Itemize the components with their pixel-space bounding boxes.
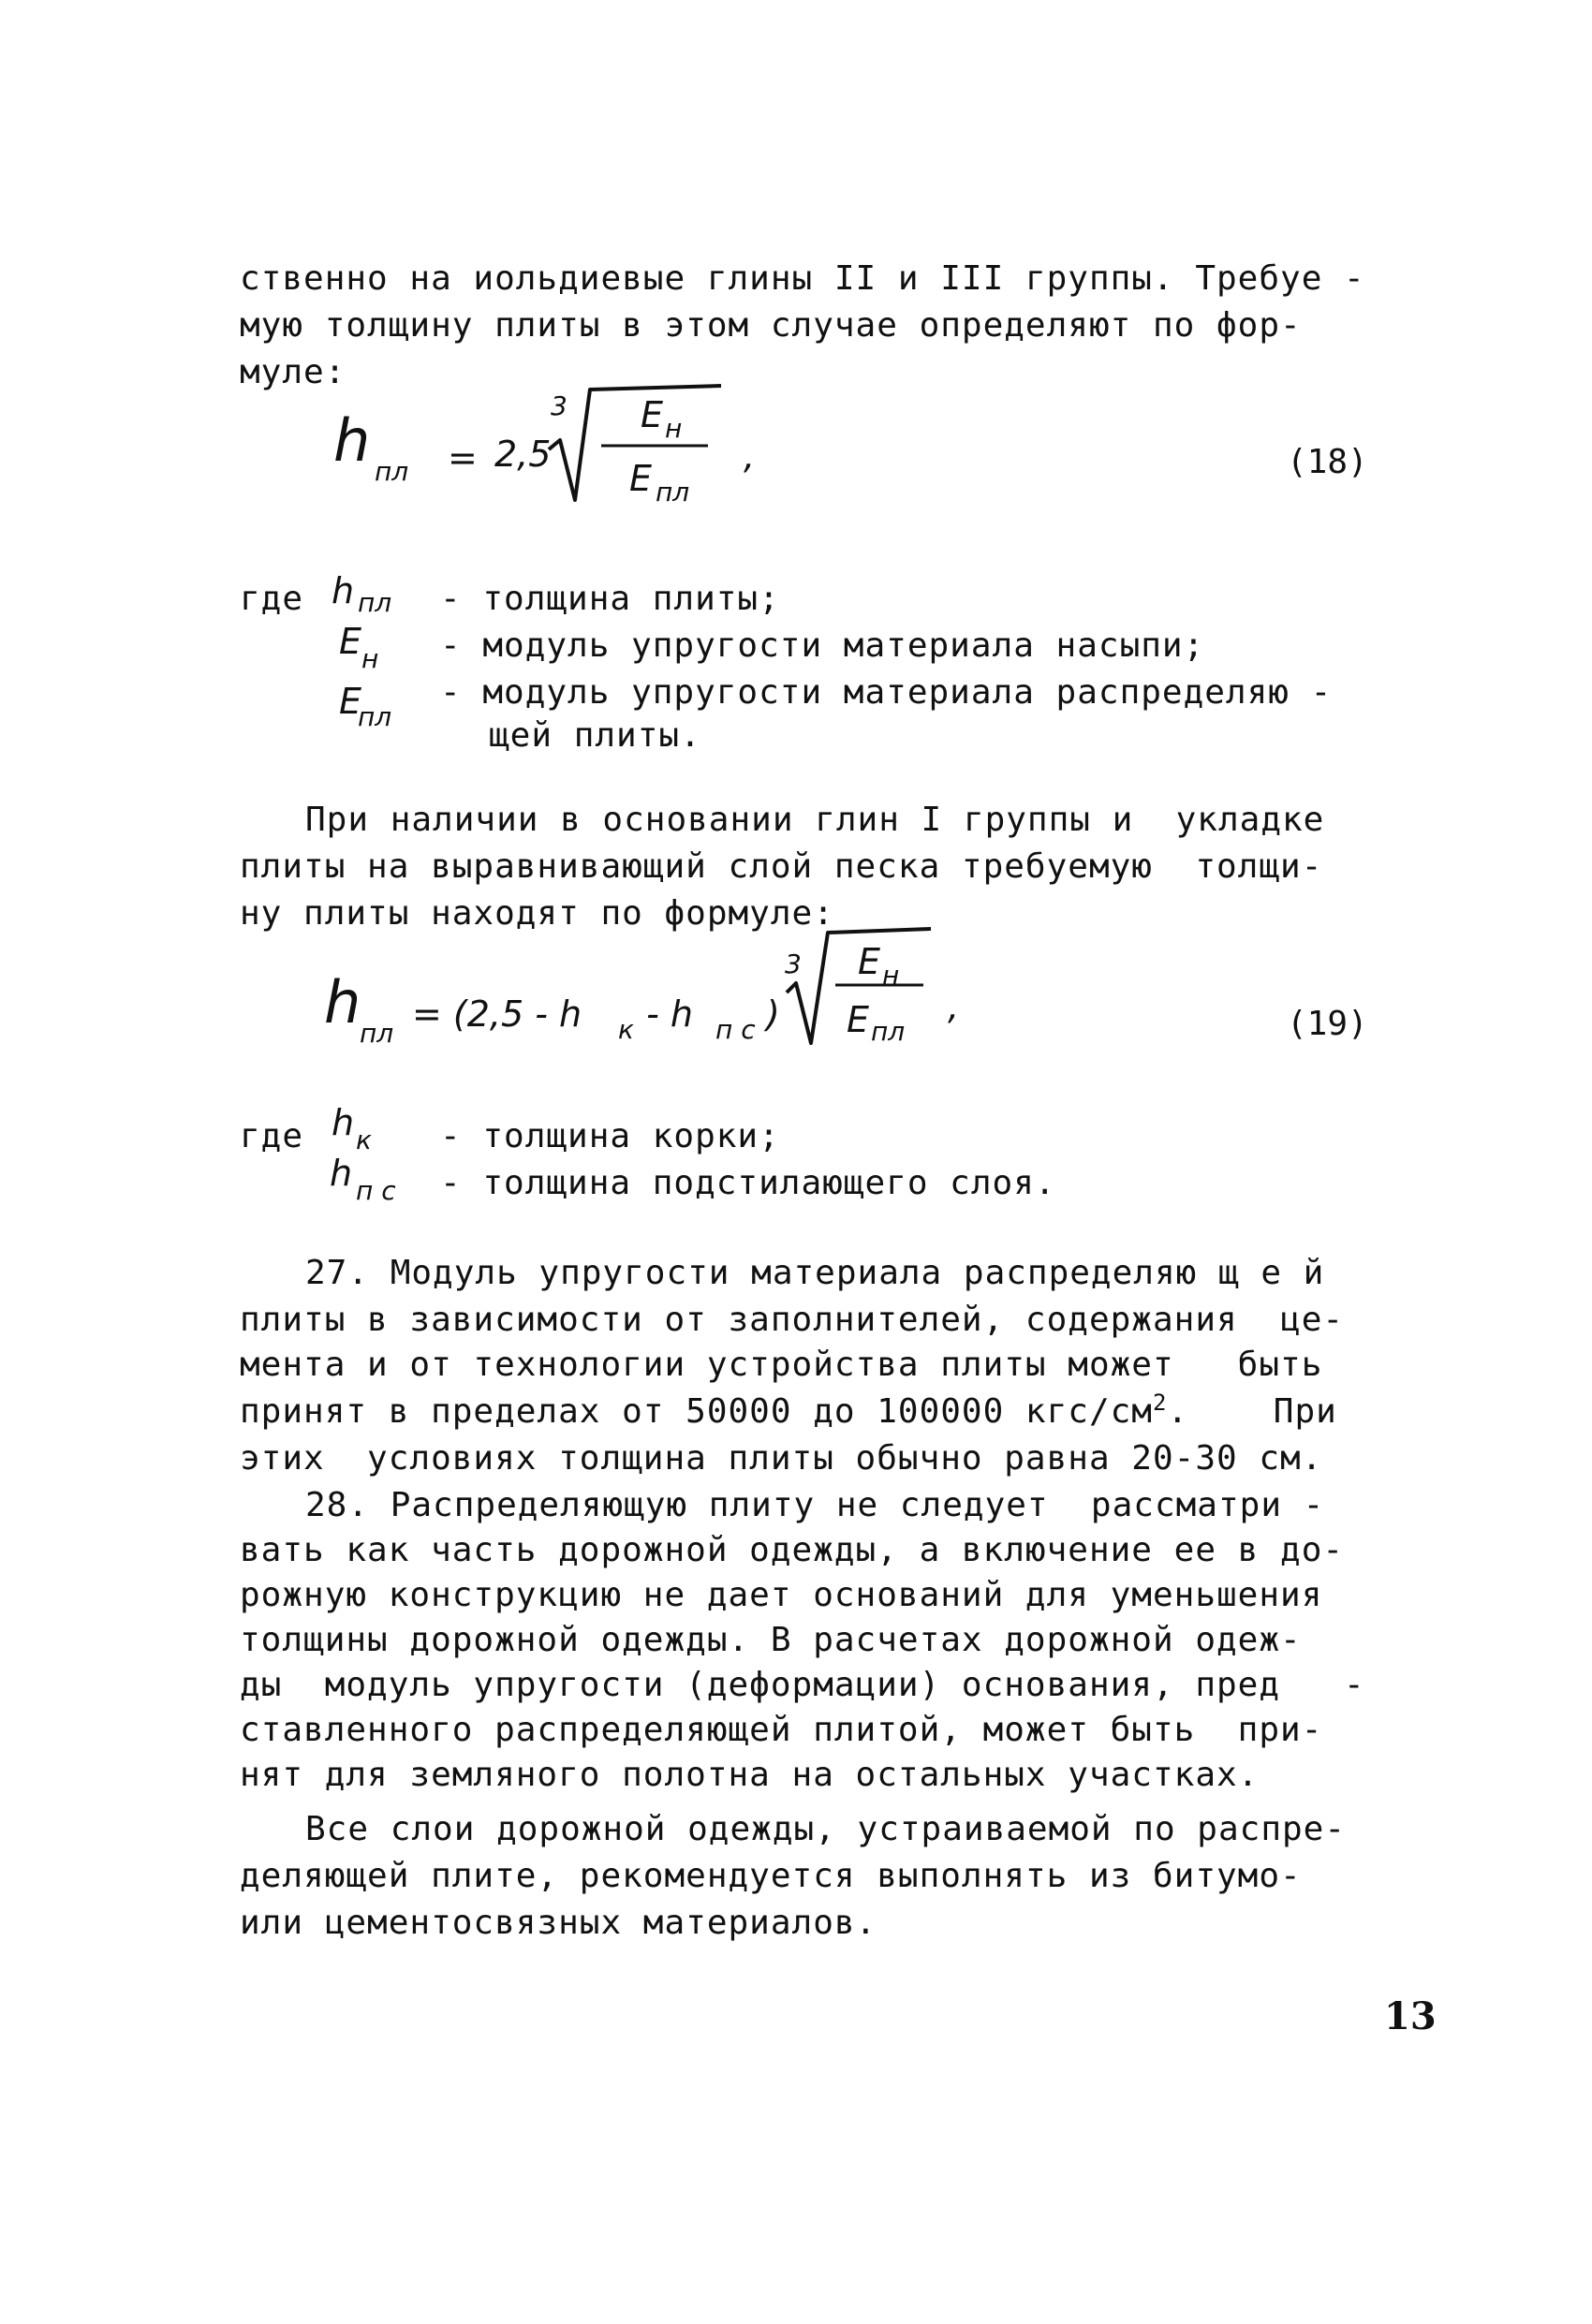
para27-line4-superscript: 2 xyxy=(1152,1390,1168,1416)
para27-line3: мента и от технологии устройства плиты может быть xyxy=(240,1346,1323,1384)
eq19-lhs-sub: пл xyxy=(360,1018,394,1049)
eq19-number: (19) xyxy=(1287,1005,1368,1043)
where2-symbol-hpc: h xyxy=(330,1153,353,1194)
para1-line1: ственно на иольдиевые глины II и III группы. Требуе - xyxy=(240,259,1365,298)
para28-line6: ставленного распределяющей плитой, может быть при- xyxy=(240,1711,1323,1749)
where1-symbol-h-sub: пл xyxy=(358,587,392,618)
para2-line2: плиты на выравнивающий слой песка требуемую толщи- xyxy=(240,847,1323,886)
para2-line1: При наличии в основании глин I группы и укладке xyxy=(305,801,1325,839)
eq19-rhs-open: = (2,5 - h xyxy=(412,993,582,1035)
para28-line5: ды модуль упругости (деформации) основания, пред - xyxy=(240,1666,1365,1704)
where2-symbol-hk-sub: к xyxy=(356,1125,372,1155)
eq19-numerator: E xyxy=(858,941,881,982)
eq19-lhs: h xyxy=(324,968,361,1037)
eq18-number: (18) xyxy=(1287,443,1368,481)
where1-def-1: - толщина плиты; xyxy=(440,580,780,618)
para1-line2: мую толщину плиты в этом случае определяют по фор- xyxy=(240,306,1302,345)
para1-line3: муле: xyxy=(240,353,346,391)
where1-label: где xyxy=(240,580,304,618)
eq19-minus-h: - h xyxy=(635,993,693,1035)
eq19-comma: , xyxy=(948,986,960,1027)
eq18-numerator-sub: н xyxy=(665,413,683,444)
para28-line7: нят для земляного полотна на остальных участках. xyxy=(240,1756,1260,1794)
para28-line1: 28. Распределяющую плиту не следует рассматри - xyxy=(305,1486,1325,1524)
eq18-denominator: E xyxy=(629,458,653,499)
where1-symbol-h: h xyxy=(332,570,355,611)
eq19-hk-sub: к xyxy=(618,1014,634,1045)
para28-line4: толщины дорожной одежды. В расчетах дорожной одеж- xyxy=(240,1621,1302,1659)
where2-def-2: - толщина подстилающего слоя. xyxy=(440,1164,1056,1202)
where2-symbol-hpc-sub: п с xyxy=(356,1175,396,1206)
para27-line5: этих условиях толщина плиты обычно равна 20-30 см. xyxy=(240,1439,1323,1478)
eq18-lhs-sub: пл xyxy=(375,456,409,487)
where1-symbol-en-sub: н xyxy=(361,643,379,674)
para27-line4 xyxy=(240,1390,1337,1431)
page-number: 13 xyxy=(1384,1994,1437,2038)
eq18-comma: , xyxy=(744,435,756,477)
where1-symbol-epl-sub: пл xyxy=(358,701,392,732)
para27-line4-text: принят в пределах от 50000 до 100000 кгс/см xyxy=(240,1392,1153,1431)
para27-line4-tail: . При xyxy=(1167,1392,1337,1431)
where2-def-1: - толщина корки; xyxy=(440,1117,780,1155)
eq18-equals: = xyxy=(448,437,478,478)
where2-symbol-hk: h xyxy=(332,1102,355,1143)
para27-line1: 27. Модуль упругости материала распределяю щ е й xyxy=(305,1254,1325,1292)
eq19-denominator-sub: пл xyxy=(871,1016,906,1047)
where1-def-2: - модуль упругости материала насыпи; xyxy=(440,626,1205,665)
eq18-root-index: 3 xyxy=(551,390,568,421)
para29-line2: деляющей плите, рекомендуется выполнять из битумо- xyxy=(240,1857,1302,1895)
para29-line3: или цементосвязных материалов. xyxy=(240,1904,877,1942)
eq18-denominator-sub: пл xyxy=(656,477,690,507)
eq19-hpc-sub: п с xyxy=(715,1014,756,1045)
para28-line3: рожную конструкцию не дает оснований для уменьшения xyxy=(240,1576,1323,1614)
eq18-coefficient: 2,5 xyxy=(494,434,552,475)
eq19-denominator: E xyxy=(847,999,870,1040)
eq18-numerator: E xyxy=(641,394,664,435)
eq18-lhs: h xyxy=(333,406,371,475)
where1-symbol-epl: E xyxy=(339,681,362,722)
where2-label: где xyxy=(240,1117,304,1155)
where1-symbol-en: E xyxy=(339,621,362,662)
eq19-close-paren: ) xyxy=(766,993,780,1035)
eq19-numerator-sub: н xyxy=(882,960,900,991)
para28-line2: вать как часть дорожной одежды, а включение ее в до- xyxy=(240,1531,1345,1569)
eq19-root-index: 3 xyxy=(785,949,802,979)
para2-line3: ну плиты находят по формуле: xyxy=(240,894,834,933)
para27-line2: плиты в зависимости от заполнителей, содержания це- xyxy=(240,1301,1345,1339)
where1-def-3a: - модуль упругости материала распределяю - xyxy=(440,673,1333,712)
where1-def-3b: щей плиты. xyxy=(489,716,701,755)
para29-line1: Все слои дорожной одежды, устраиваемой по распре- xyxy=(305,1810,1347,1848)
